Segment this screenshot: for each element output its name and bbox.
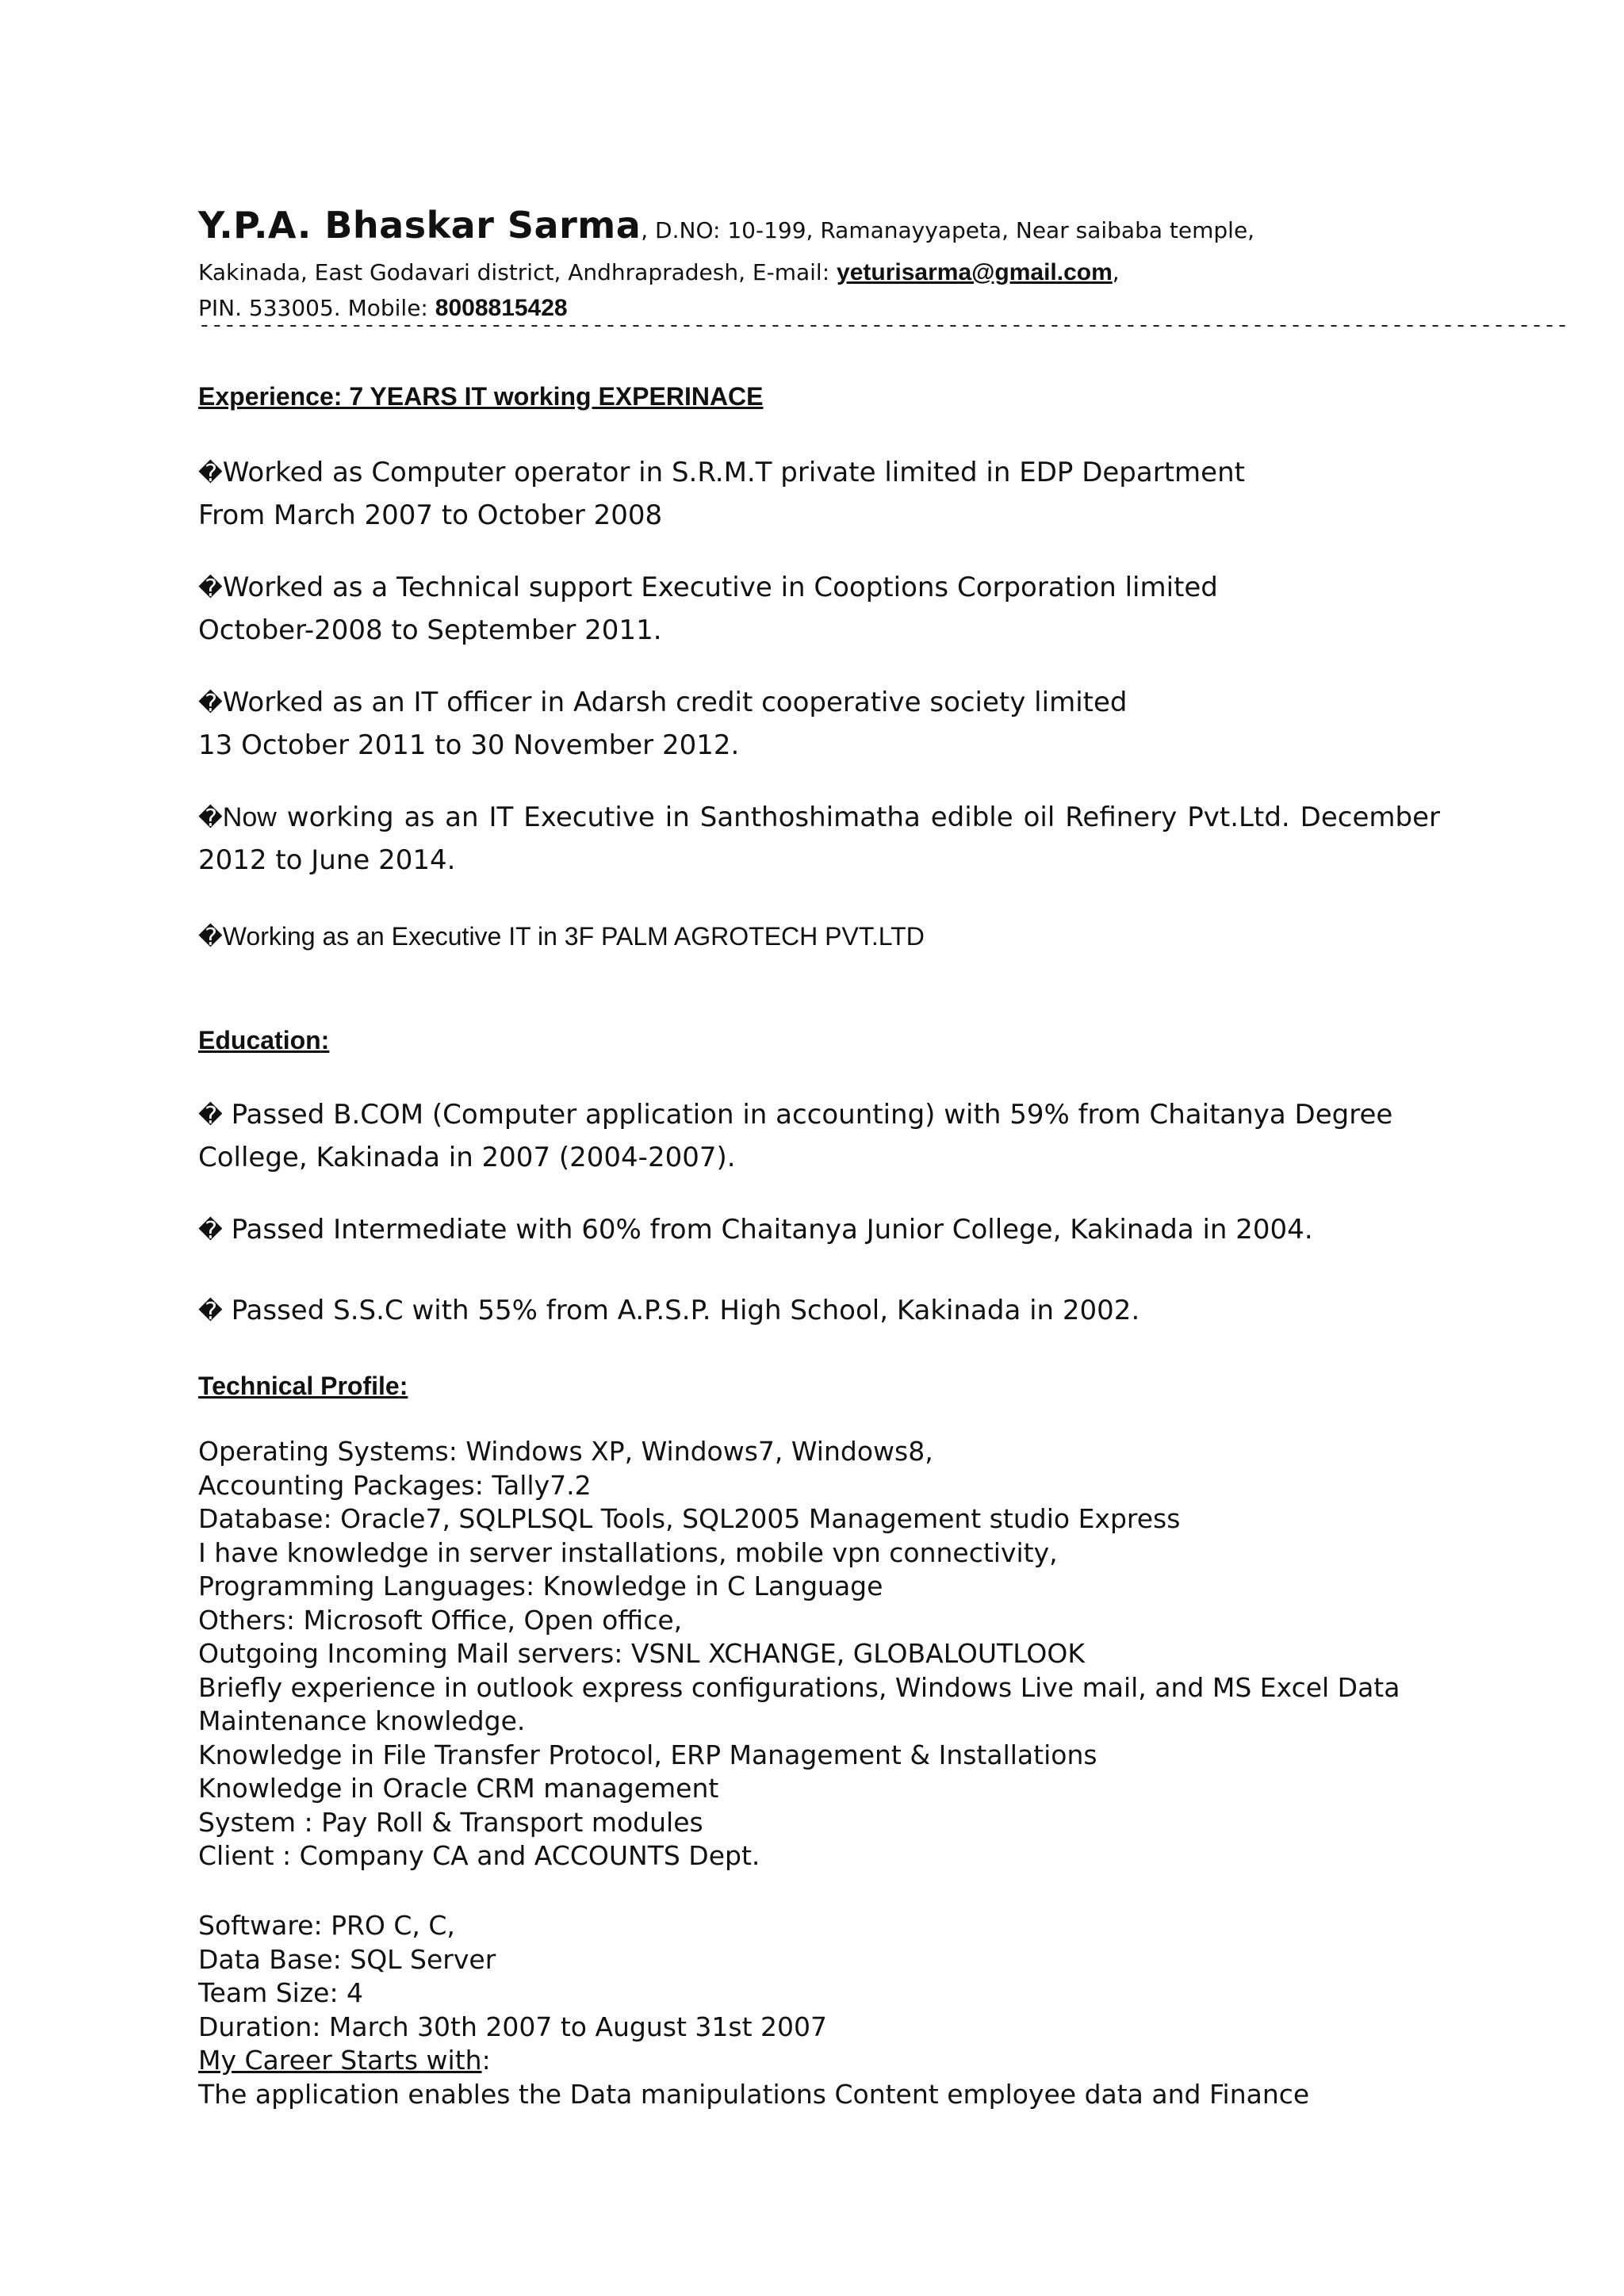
- project-team-size: Team Size: 4: [198, 1977, 364, 2008]
- technical-profile-heading: [198, 1372, 408, 1401]
- education-item-3-line1: Passed S.S.C with 55% from A.P.S.P. High School, Kakinada in 2002.: [222, 1295, 1140, 1326]
- experience-item-4-now: Now: [222, 802, 277, 832]
- technical-profile-heading-label: Technical Profile: [198, 1372, 400, 1400]
- experience-item-4: [198, 797, 1440, 881]
- experience-item-2-dates: October-2008 to September 2011.: [198, 614, 662, 646]
- tech-line: Maintenance knowledge.: [198, 1705, 526, 1736]
- project-description: The application enables the Data manipulations Content employee data and Finance: [198, 2078, 1310, 2110]
- address-line-2: Kakinada, East Godavari district, Andhrapradesh, E-mail:: [198, 259, 837, 285]
- experience-item-3-role: Worked as an IT officer in Adarsh credit cooperative society limited: [222, 687, 1128, 718]
- address-line-1: , D.NO: 10-199, Ramanayyapeta, Near saibaba temple,: [641, 217, 1255, 243]
- bullet-icon: �: [198, 575, 223, 603]
- career-starts-label: My Career Starts with: [198, 2045, 482, 2076]
- education-item-2-line1: Passed Intermediate with 60% from Chaitanya Junior College, Kakinada in 2004.: [222, 1214, 1313, 1246]
- education-heading: [198, 1026, 329, 1055]
- technical-profile-heading-colon: :: [399, 1372, 408, 1400]
- project-software: Software: PRO C, C,: [198, 1910, 455, 1941]
- experience-heading: Experience: 7 YEARS IT working EXPERINACE: [198, 382, 764, 411]
- technical-profile-list: [198, 1435, 1400, 1873]
- project-details: [198, 1909, 1309, 2111]
- education-heading-colon: :: [320, 1026, 330, 1054]
- tech-line: System : Pay Roll & Transport modules: [198, 1806, 703, 1838]
- experience-item-3-dates: 13 October 2011 to 30 November 2012.: [198, 729, 740, 761]
- bullet-icon: �: [198, 805, 223, 832]
- tech-line: Knowledge in Oracle CRM management: [198, 1773, 719, 1804]
- header-divider: ------------------------------------------------------------------------------------------------------------: [198, 314, 1569, 338]
- project-duration: Duration: March 30th 2007 to August 31st 2007: [198, 2011, 828, 2042]
- tech-line: Outgoing Incoming Mail servers: VSNL XCHANGE, GLOBALOUTLOOK: [198, 1638, 1085, 1669]
- contact-header: [198, 203, 1435, 328]
- tech-line: Briefly experience in outlook express configurations, Windows Live mail, and MS Excel Data: [198, 1671, 1400, 1703]
- experience-item-3: [198, 682, 1127, 766]
- bullet-icon: �: [198, 1217, 223, 1245]
- pin-label: PIN. 533005. Mobile:: [198, 295, 435, 321]
- bullet-icon: �: [198, 1298, 223, 1326]
- mobile-number: 8008815428: [435, 295, 568, 321]
- career-starts-colon: :: [481, 2045, 491, 2076]
- experience-item-5: [198, 916, 925, 959]
- experience-item-1: [198, 452, 1245, 536]
- bullet-icon: �: [198, 1102, 223, 1130]
- email-suffix: ,: [1112, 259, 1120, 285]
- education-item-1-line2: College, Kakinada in 2007 (2004-2007).: [198, 1142, 736, 1173]
- experience-item-2-role: Worked as a Technical support Executive in Cooptions Corporation limited: [222, 572, 1218, 603]
- tech-line: Client : Company CA and ACCOUNTS Dept.: [198, 1840, 760, 1871]
- education-item-1: [198, 1094, 1392, 1178]
- tech-line: Others: Microsoft Office, Open office,: [198, 1604, 683, 1636]
- education-item-3: [198, 1290, 1139, 1333]
- tech-line: I have knowledge in server installations, mobile vpn connectivity,: [198, 1536, 1058, 1568]
- experience-item-1-dates: From March 2007 to October 2008: [198, 499, 663, 531]
- bullet-icon: �: [198, 690, 223, 718]
- tech-line: Programming Languages: Knowledge in C Language: [198, 1571, 883, 1601]
- tech-line: Accounting Packages: Tally7.2: [198, 1469, 592, 1501]
- tech-line: Database: Oracle7, SQLPLSQL Tools, SQL2005 Management studio Express: [198, 1503, 1181, 1534]
- email-link[interactable]: yeturisarma@gmail.com: [837, 259, 1113, 285]
- bullet-icon: �: [198, 460, 223, 488]
- candidate-name: Y.P.A. Bhaskar Sarma: [198, 204, 642, 247]
- tech-line: Knowledge in File Transfer Protocol, ERP Management & Installations: [198, 1739, 1097, 1770]
- education-heading-label: Education: [198, 1026, 321, 1054]
- experience-item-5-role: Working as an Executive IT in 3F PALM AGROTECH PVT.LTD: [222, 922, 925, 951]
- bullet-icon: �: [198, 924, 223, 951]
- experience-item-2: [198, 567, 1218, 651]
- project-database: Data Base: SQL Server: [198, 1943, 496, 1975]
- experience-item-1-role: Worked as Computer operator in S.R.M.T private limited in EDP Department: [222, 457, 1245, 488]
- education-item-1-line1: Passed B.COM (Computer application in accounting) with 59% from Chaitanya Degree: [222, 1099, 1393, 1131]
- tech-line: Operating Systems: Windows XP, Windows7, Windows8,: [198, 1436, 933, 1467]
- experience-item-4-text: working as an IT Executive in Santhoshimatha edible oil Refinery Pvt.Ltd. December 2012 to June 2014.: [198, 802, 1440, 876]
- education-item-2: [198, 1209, 1313, 1252]
